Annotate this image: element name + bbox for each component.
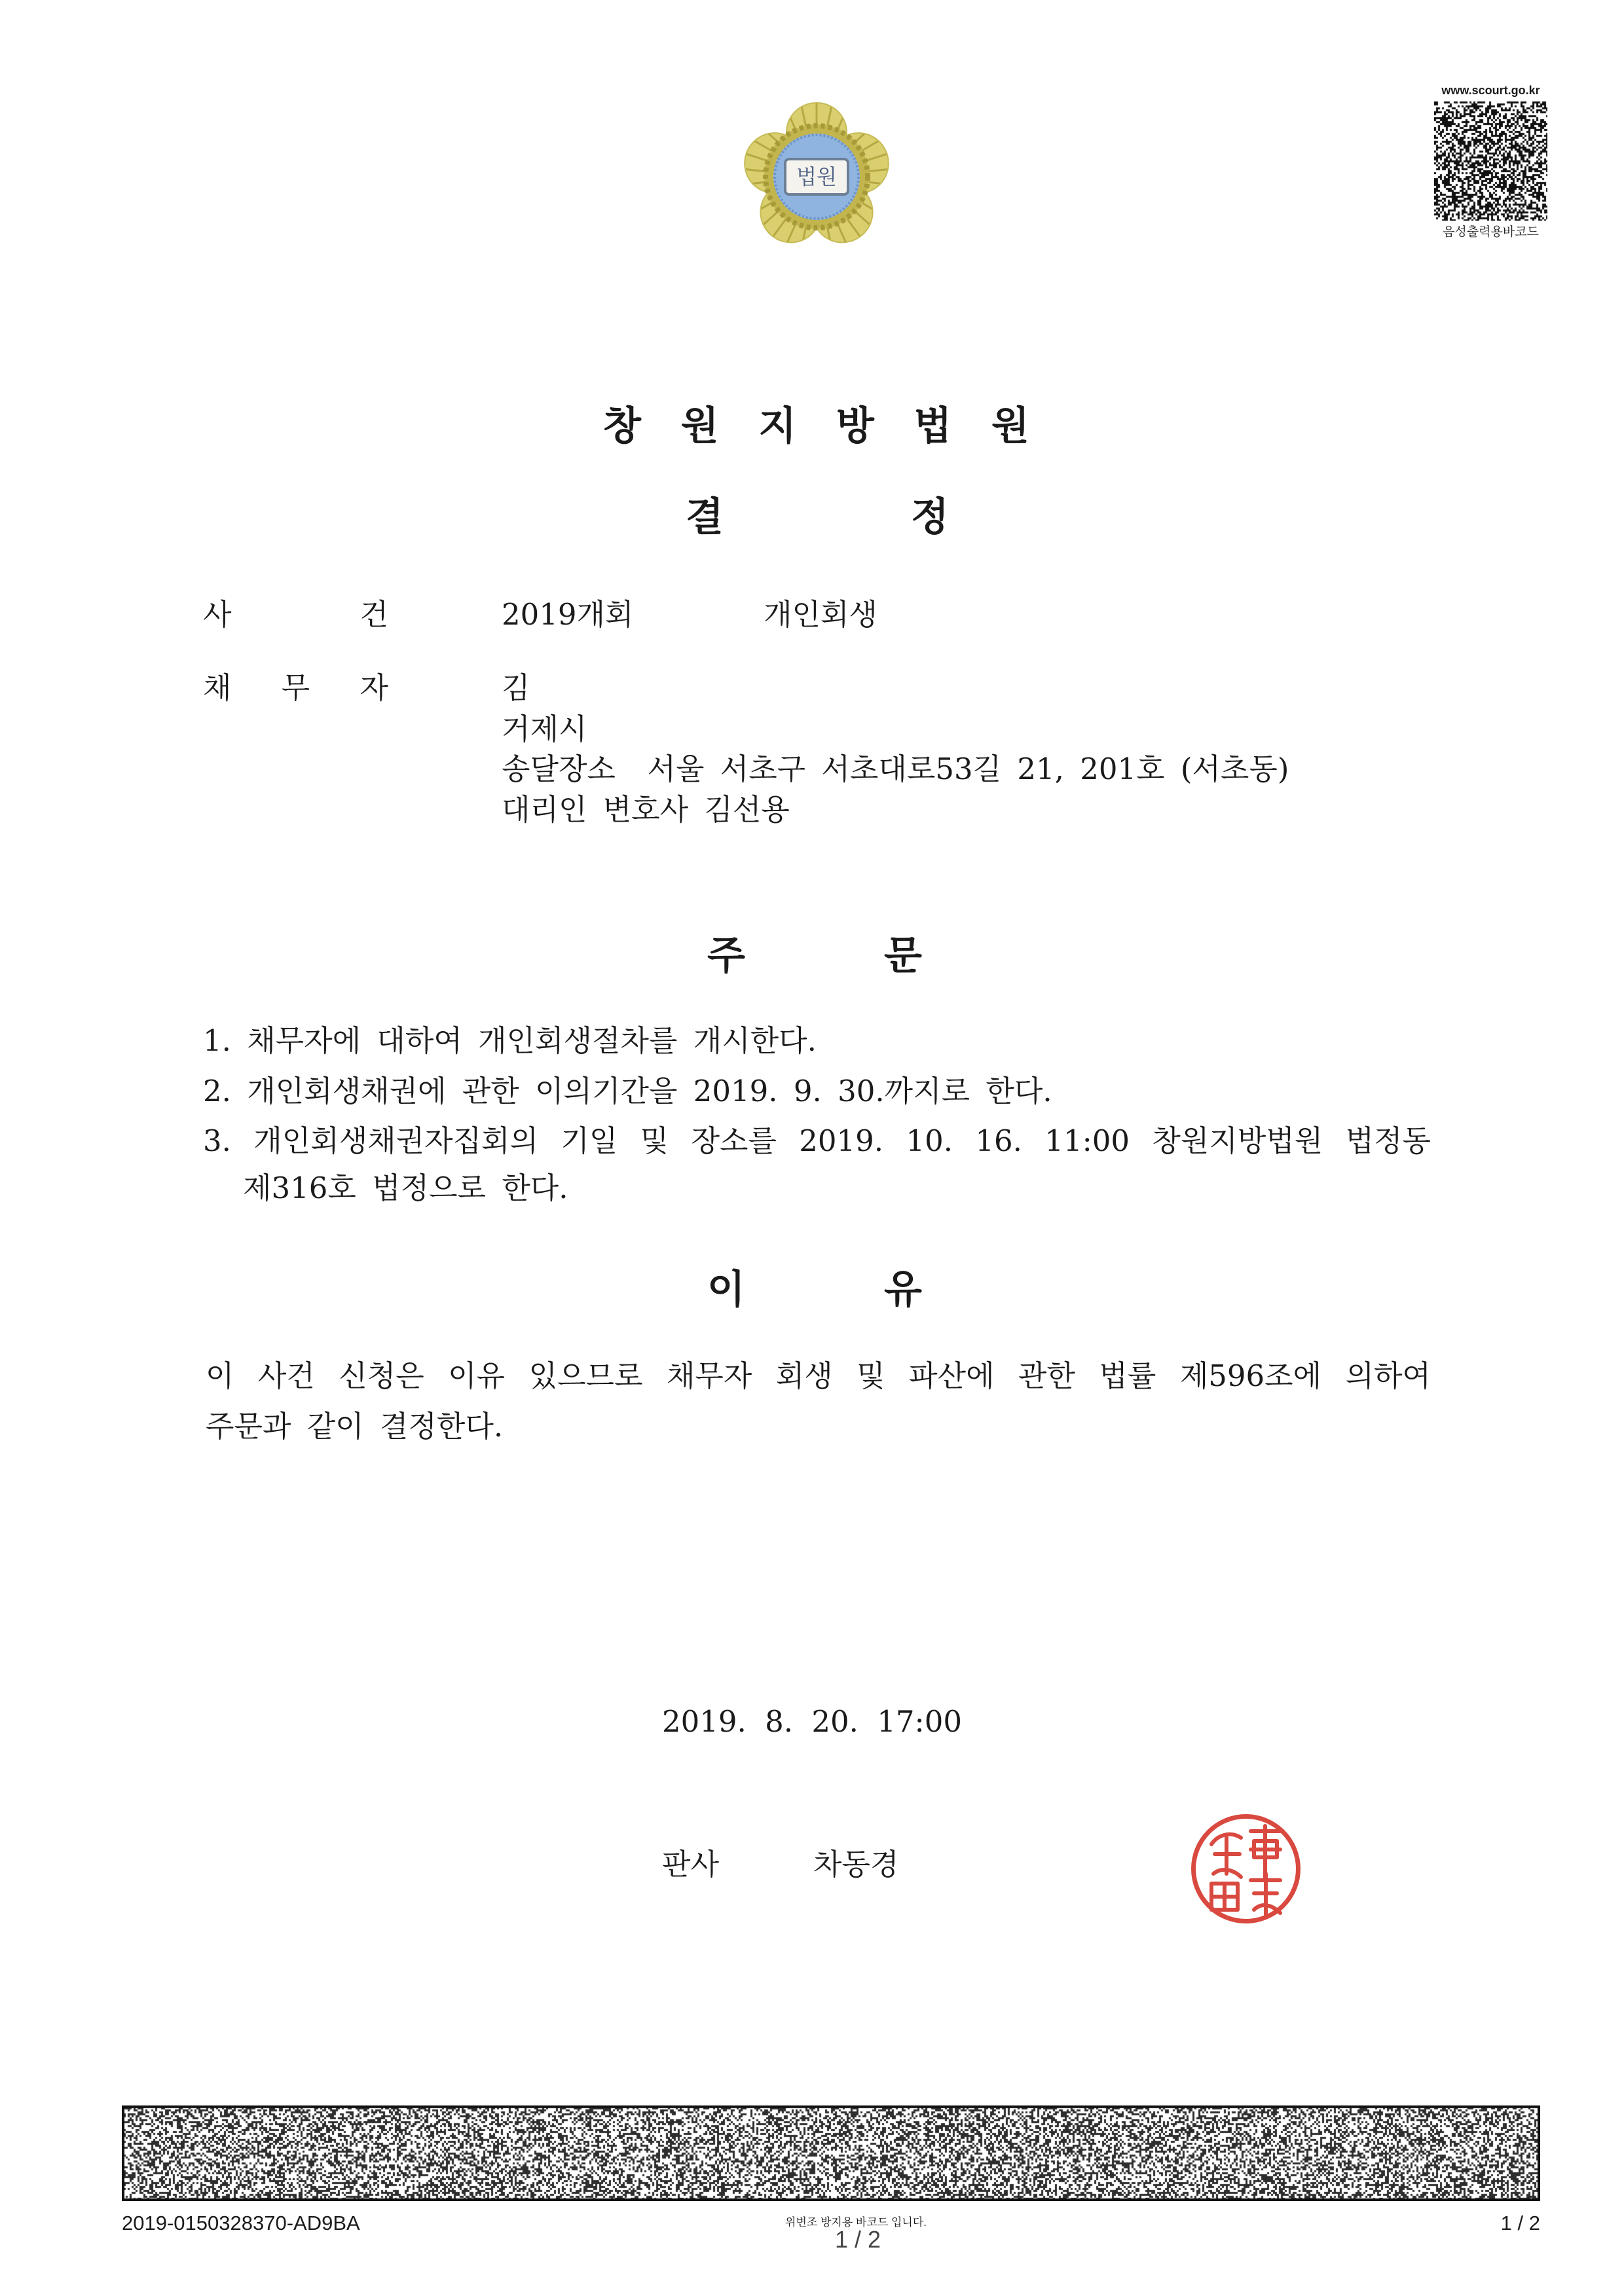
emblem-label: 법원 (796, 164, 837, 189)
order-heading: 주 문 (707, 933, 922, 979)
decision-datetime: 2019. 8. 20. 17:00 (662, 1704, 962, 1739)
voice-barcode-caption: 음성출력용바코드 (1443, 225, 1539, 239)
document-type-title: 결 정 (686, 494, 949, 540)
order-item: 3. 개인회생채권자집회의 기일 및 장소를 2019. 10. 16. 11:00 창원지방법원 법정동 (203, 1123, 1431, 1158)
case-label: 사 건 (203, 597, 388, 632)
debtor-name: 김 (502, 670, 530, 705)
order-item-continuation: 제316호 법정으로 한다. (243, 1171, 568, 1205)
reason-text-line: 주문과 같이 결정한다. (206, 1409, 504, 1444)
debtor-label: 채 무 자 (203, 670, 388, 705)
case-number: 2019개회 (502, 597, 634, 632)
reason-heading: 이 유 (707, 1267, 922, 1313)
voice-output-barcode (1434, 101, 1547, 221)
service-address: 송달장소 서울 서초구 서초대로53길 21, 201호 (서초동) (502, 752, 1289, 786)
judge-name: 차동경 (813, 1847, 899, 1882)
debtor-agent: 대리인 변호사 김선용 (502, 792, 790, 827)
page-indicator-center: 1 / 2 (834, 2226, 881, 2253)
order-item: 1. 채무자에 대하여 개인회생절차를 개시한다. (203, 1023, 817, 1058)
court-url: www.scourt.go.kr (1441, 84, 1540, 97)
order-item: 2. 개인회생채권에 관한 이의기간을 2019. 9. 30.까지로 한다. (203, 1074, 1052, 1108)
judge-title: 판사 (662, 1847, 719, 1882)
court-name-title: 창 원 지 방 법 원 (603, 403, 1029, 449)
debtor-address: 거제시 (502, 712, 587, 746)
barcode-notice: 위변조 방지용 바코드 입니다. (785, 2216, 927, 2229)
court-emblem-logo (741, 101, 892, 252)
judge-seal-stamp (1189, 1812, 1303, 1926)
document-id: 2019-0150328370-AD9BA (122, 2212, 360, 2234)
reason-text-line: 이 사건 신청은 이유 있으므로 채무자 회생 및 파산에 관한 법률 제596조에 의하여 (206, 1358, 1431, 1393)
page-indicator-right: 1 / 2 (1500, 2212, 1540, 2234)
anti-forgery-barcode (122, 2105, 1540, 2201)
case-name: 개인회생 (764, 597, 877, 632)
